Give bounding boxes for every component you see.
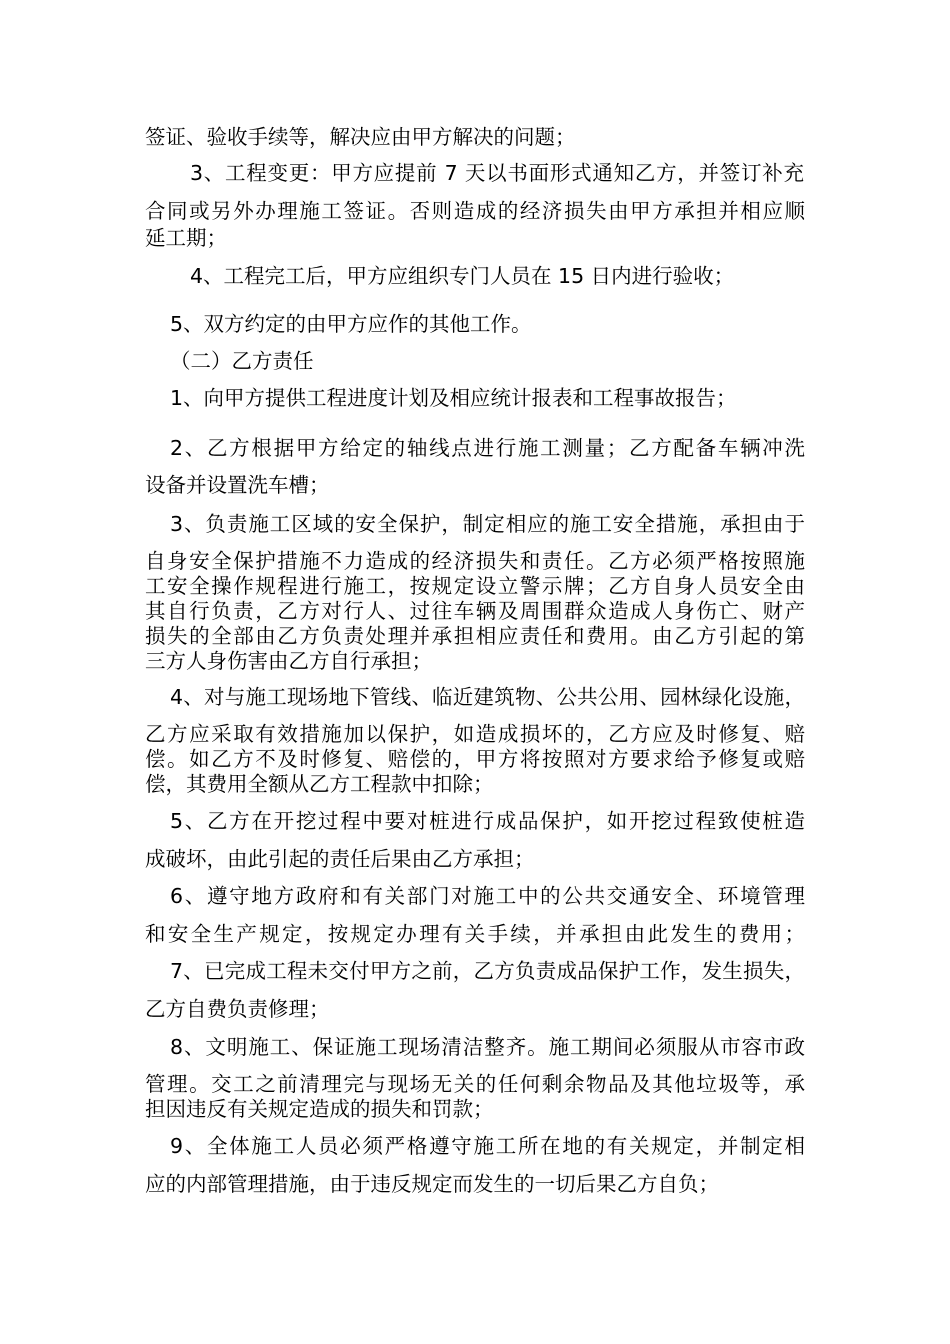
text-line: 4、工程完工后，甲方应组织专门人员在 15 日内进行验收；: [190, 264, 735, 288]
text-line: 乙方自费负责修理；: [145, 997, 330, 1021]
text-line: 设备并设置洗车槽；: [145, 473, 330, 497]
text-line: 损失的全部由乙方负责处理并承担相应责任和费用。由乙方引起的第: [145, 624, 805, 648]
text-line: 3、负责施工区域的安全保护，制定相应的施工安全措施，承担由于: [170, 512, 805, 536]
text-line: 8、文明施工、保证施工现场清洁整齐。施工期间必须服从市容市政: [170, 1035, 805, 1059]
text-line: 签证、验收手续等，解决应由甲方解决的问题；: [145, 125, 576, 149]
text-line: 管理。交工之前清理完与现场无关的任何剩余物品及其他垃圾等，承: [145, 1072, 805, 1096]
text-line: 偿。如乙方不及时修复、赔偿的，甲方将按照对方要求给予修复或赔: [145, 747, 805, 771]
text-line: 4、对与施工现场地下管线、临近建筑物、公共公用、园林绿化设施，: [170, 685, 805, 709]
text-line: 其自行负责，乙方对行人、过往车辆及周围群众造成人身伤亡、财产: [145, 599, 805, 623]
text-line: 成破坏，由此引起的责任后果由乙方承担；: [145, 847, 535, 871]
text-line: 合同或另外办理施工签证。否则造成的经济损失由甲方承担并相应顺: [145, 199, 805, 223]
text-line: 偿，其费用全额从乙方工程款中扣除；: [145, 772, 494, 796]
text-line: 7、已完成工程未交付甲方之前，乙方负责成品保护工作，发生损失，: [170, 959, 805, 983]
text-line: 和安全生产规定，按规定办理有关手续，并承担由此发生的费用；: [145, 922, 805, 946]
text-line: 6、遵守地方政府和有关部门对施工中的公共交通安全、环境管理: [170, 884, 805, 908]
text-line: 三方人身伤害由乙方自行承担；: [145, 649, 432, 673]
text-line: 自身安全保护措施不力造成的经济损失和责任。乙方必须严格按照施: [145, 549, 805, 573]
text-line: 5、双方约定的由甲方应作的其他工作。: [170, 312, 532, 336]
section-heading: （二）乙方责任: [170, 349, 314, 373]
text-line: 延工期；: [145, 226, 227, 250]
text-line: 5、乙方在开挖过程中要对桩进行成品保护，如开挖过程致使桩造: [170, 809, 805, 833]
text-line: 9、全体施工人员必须严格遵守施工所在地的有关规定，并制定相: [170, 1134, 805, 1158]
text-line: 2、乙方根据甲方给定的轴线点进行施工测量；乙方配备车辆冲洗: [170, 436, 805, 460]
text-line: 担因违反有关规定造成的损失和罚款；: [145, 1097, 494, 1121]
text-line: 3、工程变更：甲方应提前 7 天以书面形式通知乙方，并签订补充: [190, 161, 804, 185]
text-line: 1、向甲方提供工程进度计划及相应统计报表和工程事故报告；: [170, 386, 737, 410]
text-line: 乙方应采取有效措施加以保护，如造成损坏的，乙方应及时修复、赔: [145, 722, 805, 746]
text-line: 工安全操作规程进行施工，按规定设立警示牌；乙方自身人员安全由: [145, 574, 805, 598]
text-line: 应的内部管理措施，由于违反规定而发生的一切后果乙方自负；: [145, 1172, 719, 1196]
